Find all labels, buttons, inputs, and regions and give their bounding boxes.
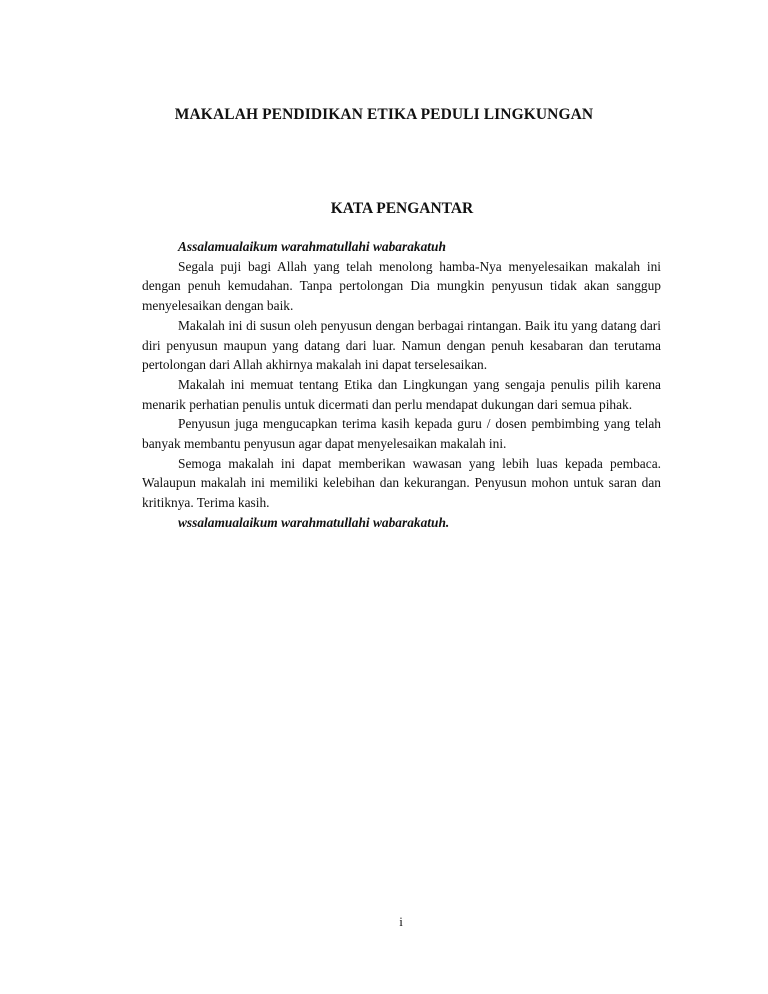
paragraph-5: Semoga makalah ini dapat memberikan wawasan yang lebih luas kepada pembaca. Walaupun makalah ini memiliki kelebihan dan kekurangan. Penyusun mohon untuk saran dan kritiknya. Terima kasih. — [142, 455, 661, 511]
page-number: i — [399, 914, 403, 929]
paragraph-4: Penyusun juga mengucapkan terima kasih kepada guru / dosen pembimbing yang telah banyak membantu penyusun agar dapat menyelesaikan makalah ini. — [142, 416, 661, 452]
paragraph-3: Makalah ini memuat tentang Etika dan Lingkungan yang sengaja penulis pilih karena menarik perhatian penulis untuk dicermati dan perlu mendapat dukungan dari semua pihak. — [142, 376, 661, 412]
document-body — [142, 237, 661, 533]
section-title: KATA PENGANTAR — [330, 200, 474, 217]
paragraph-1: Segala puji bagi Allah yang telah menolong hamba-Nya menyelesaikan makalah ini dengan penuh kemudahan. Tanpa pertolongan Dia mungkin penyusun tidak akan sanggup menyelesaikan dengan baik. — [142, 258, 661, 314]
paragraph-2: Makalah ini di susun oleh penyusun dengan berbagai rintangan. Baik itu yang datang dari diri penyusun maupun yang datang dari luar. Namun dengan penuh kesabaran dan terutama pertolongan dari Allah akhirnya makalah ini dapat terselesaikan. — [142, 317, 661, 373]
closing-text: wssalamualaikum warahmatullahi wabarakatuh. — [178, 514, 450, 530]
document-title: MAKALAH PENDIDIKAN ETIKA PEDULI LINGKUNGAN — [174, 106, 594, 123]
greeting-text: Assalamualaikum warahmatullahi wabarakatuh — [178, 239, 446, 254]
